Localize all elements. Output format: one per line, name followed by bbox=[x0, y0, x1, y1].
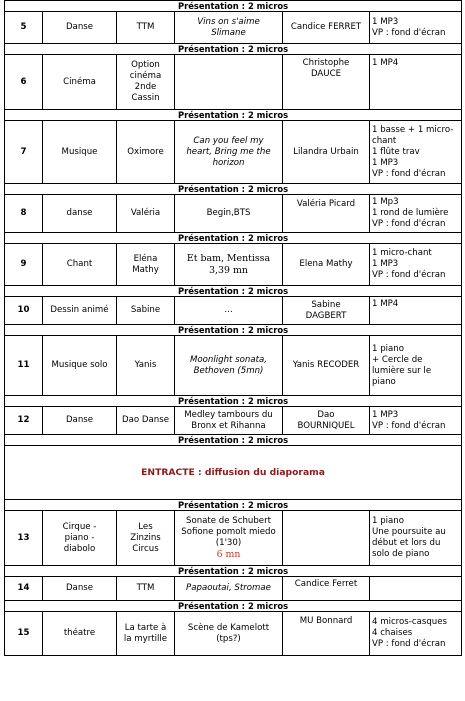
act-referent: Christophe DAUCE bbox=[283, 55, 370, 110]
act-number: 9 bbox=[5, 244, 43, 286]
act-artist: TTM bbox=[117, 12, 175, 44]
act-discipline: Danse bbox=[43, 12, 117, 44]
act-number: 12 bbox=[5, 407, 43, 435]
act-work: Can you feel my heart, Bring me the horizon bbox=[175, 121, 283, 184]
presentation-label: Présentation : 2 micros bbox=[5, 325, 462, 336]
act-referent: Yanis RECODER bbox=[283, 336, 370, 396]
act-referent: Lilandra Urbain bbox=[283, 121, 370, 184]
act-discipline: Musique bbox=[43, 121, 117, 184]
act-number: 14 bbox=[5, 577, 43, 601]
entracte-description: : diffusion du diaporama bbox=[194, 467, 325, 478]
presentation-row bbox=[5, 396, 462, 407]
act-artist: TTM bbox=[117, 577, 175, 601]
act-needs: 1 piano + Cercle de lumière sur le piano bbox=[370, 336, 462, 396]
act-needs: 1 MP4 bbox=[370, 297, 462, 325]
presentation-row bbox=[5, 601, 462, 612]
act-row bbox=[5, 612, 462, 656]
act-artist: Oximore bbox=[117, 121, 175, 184]
act-referent bbox=[283, 511, 370, 566]
presentation-row bbox=[5, 1, 462, 12]
presentation-label: Présentation : 2 micros bbox=[5, 1, 462, 12]
act-number: 11 bbox=[5, 336, 43, 396]
act-discipline: danse bbox=[43, 195, 117, 233]
act-referent: Elena Mathy bbox=[283, 244, 370, 286]
act-referent: MU Bonnard bbox=[283, 612, 370, 656]
presentation-row bbox=[5, 435, 462, 446]
act-referent: Sabine DAGBERT bbox=[283, 297, 370, 325]
act-needs: 1 micro-chant 1 MP3 VP : fond d'écran bbox=[370, 244, 462, 286]
act-referent: Candice Ferret bbox=[283, 577, 370, 601]
act-number: 15 bbox=[5, 612, 43, 656]
program-table bbox=[4, 0, 462, 656]
act-needs: 1 MP4 bbox=[370, 55, 462, 110]
act-discipline: Danse bbox=[43, 407, 117, 435]
presentation-label: Présentation : 2 micros bbox=[5, 500, 462, 511]
act-discipline: Danse bbox=[43, 577, 117, 601]
presentation-label: Présentation : 2 micros bbox=[5, 233, 462, 244]
act-needs: 4 micros-casques 4 chaises VP : fond d'écran bbox=[370, 612, 462, 656]
entracte-label: ENTRACTE bbox=[141, 467, 195, 478]
act-needs: 1 MP3 VP : fond d'écran bbox=[370, 12, 462, 44]
presentation-row bbox=[5, 286, 462, 297]
act-row bbox=[5, 511, 462, 566]
act-referent: Dao BOURNIQUEL bbox=[283, 407, 370, 435]
presentation-row bbox=[5, 44, 462, 55]
presentation-label: Présentation : 2 micros bbox=[5, 110, 462, 121]
act-work: … bbox=[175, 297, 283, 325]
act-discipline: Cinéma bbox=[43, 55, 117, 110]
act-artist: Dao Danse bbox=[117, 407, 175, 435]
act-number: 5 bbox=[5, 12, 43, 44]
act-number: 13 bbox=[5, 511, 43, 566]
act-row bbox=[5, 297, 462, 325]
act-work: Vins on s'aime Slimane bbox=[175, 12, 283, 44]
act-work: Sonate de Schubert Sofione pomolt miedo (1'30) 6 mn bbox=[175, 511, 283, 566]
act-row bbox=[5, 244, 462, 286]
act-row bbox=[5, 55, 462, 110]
act-number: 7 bbox=[5, 121, 43, 184]
presentation-row bbox=[5, 184, 462, 195]
presentation-row bbox=[5, 110, 462, 121]
act-number: 10 bbox=[5, 297, 43, 325]
presentation-row bbox=[5, 325, 462, 336]
act-number: 6 bbox=[5, 55, 43, 110]
presentation-label: Présentation : 2 micros bbox=[5, 435, 462, 446]
act-work: Papaoutai, Stromae bbox=[175, 577, 283, 601]
act-work: Scène de Kamelott (tps?) bbox=[175, 612, 283, 656]
presentation-label: Présentation : 2 micros bbox=[5, 286, 462, 297]
act-discipline: Cirque - piano - diabolo bbox=[43, 511, 117, 566]
presentation-label: Présentation : 2 micros bbox=[5, 566, 462, 577]
act-discipline: Dessin animé bbox=[43, 297, 117, 325]
act-artist: Sabine bbox=[117, 297, 175, 325]
act-work: Medley tambours du Bronx et Rihanna bbox=[175, 407, 283, 435]
presentation-label: Présentation : 2 micros bbox=[5, 44, 462, 55]
presentation-label: Présentation : 2 micros bbox=[5, 396, 462, 407]
act-artist: Valéria bbox=[117, 195, 175, 233]
act-artist: Eléna Mathy bbox=[117, 244, 175, 286]
act-work: Moonlight sonata, Bethoven (5mn) bbox=[175, 336, 283, 396]
act-needs bbox=[370, 577, 462, 601]
entracte-cell bbox=[5, 446, 462, 500]
act-discipline: Chant bbox=[43, 244, 117, 286]
act-artist: La tarte à la myrtille bbox=[117, 612, 175, 656]
act-artist: Les Zinzins Circus bbox=[117, 511, 175, 566]
act-referent: Candice FERRET bbox=[283, 12, 370, 44]
presentation-row bbox=[5, 233, 462, 244]
presentation-label: Présentation : 2 micros bbox=[5, 184, 462, 195]
act-row bbox=[5, 121, 462, 184]
act-referent: Valéria Picard bbox=[283, 195, 370, 233]
act-needs: 1 Mp3 1 rond de lumière VP : fond d'écran bbox=[370, 195, 462, 233]
act-discipline: Musique solo bbox=[43, 336, 117, 396]
presentation-row bbox=[5, 566, 462, 577]
act-row bbox=[5, 407, 462, 435]
act-work: Et bam, Mentissa 3,39 mn bbox=[175, 244, 283, 286]
act-discipline: théatre bbox=[43, 612, 117, 656]
act-number: 8 bbox=[5, 195, 43, 233]
act-work: Begin,BTS bbox=[175, 195, 283, 233]
act-needs: 1 MP3 VP : fond d'écran bbox=[370, 407, 462, 435]
act-row bbox=[5, 195, 462, 233]
act-row bbox=[5, 577, 462, 601]
act-artist: Yanis bbox=[117, 336, 175, 396]
act-work bbox=[175, 55, 283, 110]
act-row bbox=[5, 336, 462, 396]
presentation-label: Présentation : 2 micros bbox=[5, 601, 462, 612]
act-needs: 1 piano Une poursuite au début et lors du solo de piano bbox=[370, 511, 462, 566]
entracte-row bbox=[5, 446, 462, 500]
act-row bbox=[5, 12, 462, 44]
act-artist: Option cinéma 2nde Cassin bbox=[117, 55, 175, 110]
presentation-row bbox=[5, 500, 462, 511]
act-needs: 1 basse + 1 micro- chant 1 flûte trav 1 MP3 VP : fond d'écran bbox=[370, 121, 462, 184]
